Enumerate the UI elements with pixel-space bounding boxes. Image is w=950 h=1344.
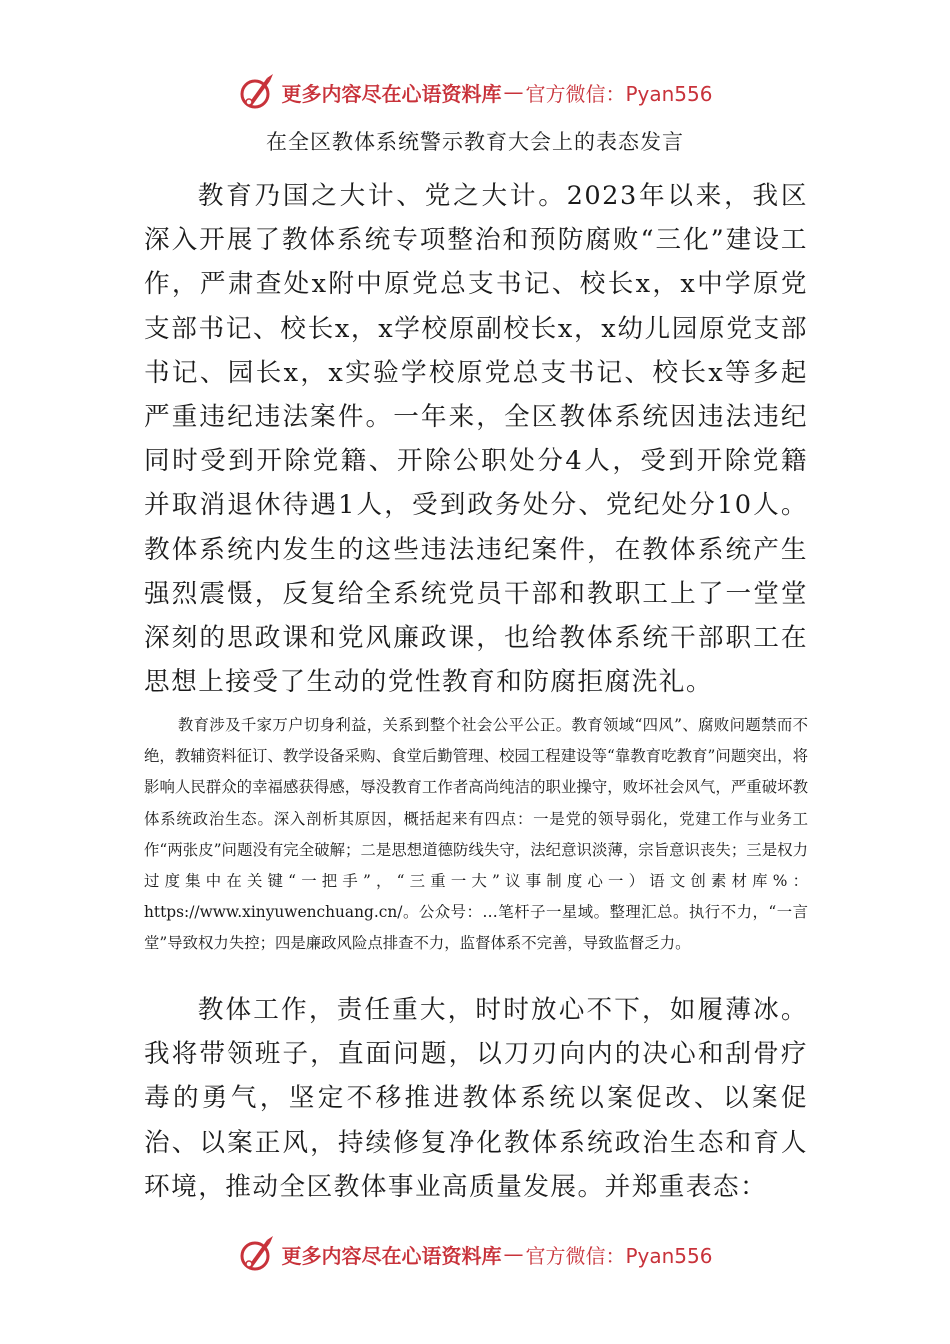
quill-pen-logo-icon [237, 1234, 277, 1274]
banner-brand-text: 更多内容尽在心语资料库 [281, 1243, 502, 1268]
banner-wechat-text: 官方微信：Pyan556 [525, 81, 713, 106]
paragraph-commitment: 教体工作，责任重大，时时放心不下，如履薄冰。我将带领班子，直面问题，以刀刃向内的决心和刮骨疗毒的勇气，坚定不移推进教体系统以案促改、以案促治、以案正风，持续修复净化教体系统政治生态和育人环境，推动全区教体事业高质量发展。并郑重表态： [144, 995, 808, 1202]
document-title: 在全区教体系统警示教育大会上的表态发言 [266, 130, 684, 154]
header-watermark-banner [0, 68, 950, 116]
paragraph-analysis: 教育涉及千家万户切身利益，关系到整个社会公平公正。教育领域“四风”、腐败问题禁而不绝，教辅资料征订、教学设备采购、食堂后勤管理、校园工程建设等“靠教育吃教育”问题突出，将影响人民群众的幸福感获得感，辱没教育工作者高尚纯洁的职业操守，败坏社会风气，严重破坏教体系统政治生态。深入剖析其原因，概括起来有四点：一是党的领导弱化，党建工作与业务工作“两张皮”问题没有完全破解；二是思想道德防线失守，法纪意识淡薄，宗旨意识丧失；三是权力过度集中在关键“一把手”，“三重一大”议事制度心一）语文创素材库%：https://www.xinyuwenchuang.cn/。公众号：…笔杆子一星域。整理汇总。执行不力，“一言堂”导致权力失控；四是廉政风险点排查不力，监督体系不完善，导致监督乏力。 [144, 716, 808, 953]
banner-brand-text: 更多内容尽在心语资料库 [281, 81, 502, 106]
quill-pen-logo-icon [237, 72, 277, 112]
paragraph-intro: 教育乃国之大计、党之大计。2023年以来，我区深入开展了教体系统专项整治和预防腐败“三化”建设工作，严肃查处x附中原党总支书记、校长x，x中学原党支部书记、校长x，x学校原副校长x，x幼儿园原党支部书记、园长x，x实验学校原党总支书记、校长x等多起严重违纪违法案件。一年来，全区教体系统因违法违纪同时受到开除党籍、开除公职处分4人，受到开除党籍并取消退休待遇1人，受到政务处分、党纪处分10人。教体系统内发生的这些违法违纪案件，在教体系统产生强烈震慑，反复给全系统党员干部和教职工上了一堂堂深刻的思政课和党风廉政课，也给教体系统干部职工在思想上接受了生动的党性教育和防腐拒腐洗礼。 [144, 181, 808, 698]
footer-watermark-banner [0, 1230, 950, 1278]
banner-separator: — [503, 1242, 524, 1266]
banner-separator: — [503, 80, 524, 104]
banner-wechat-text: 官方微信：Pyan556 [525, 1243, 713, 1268]
